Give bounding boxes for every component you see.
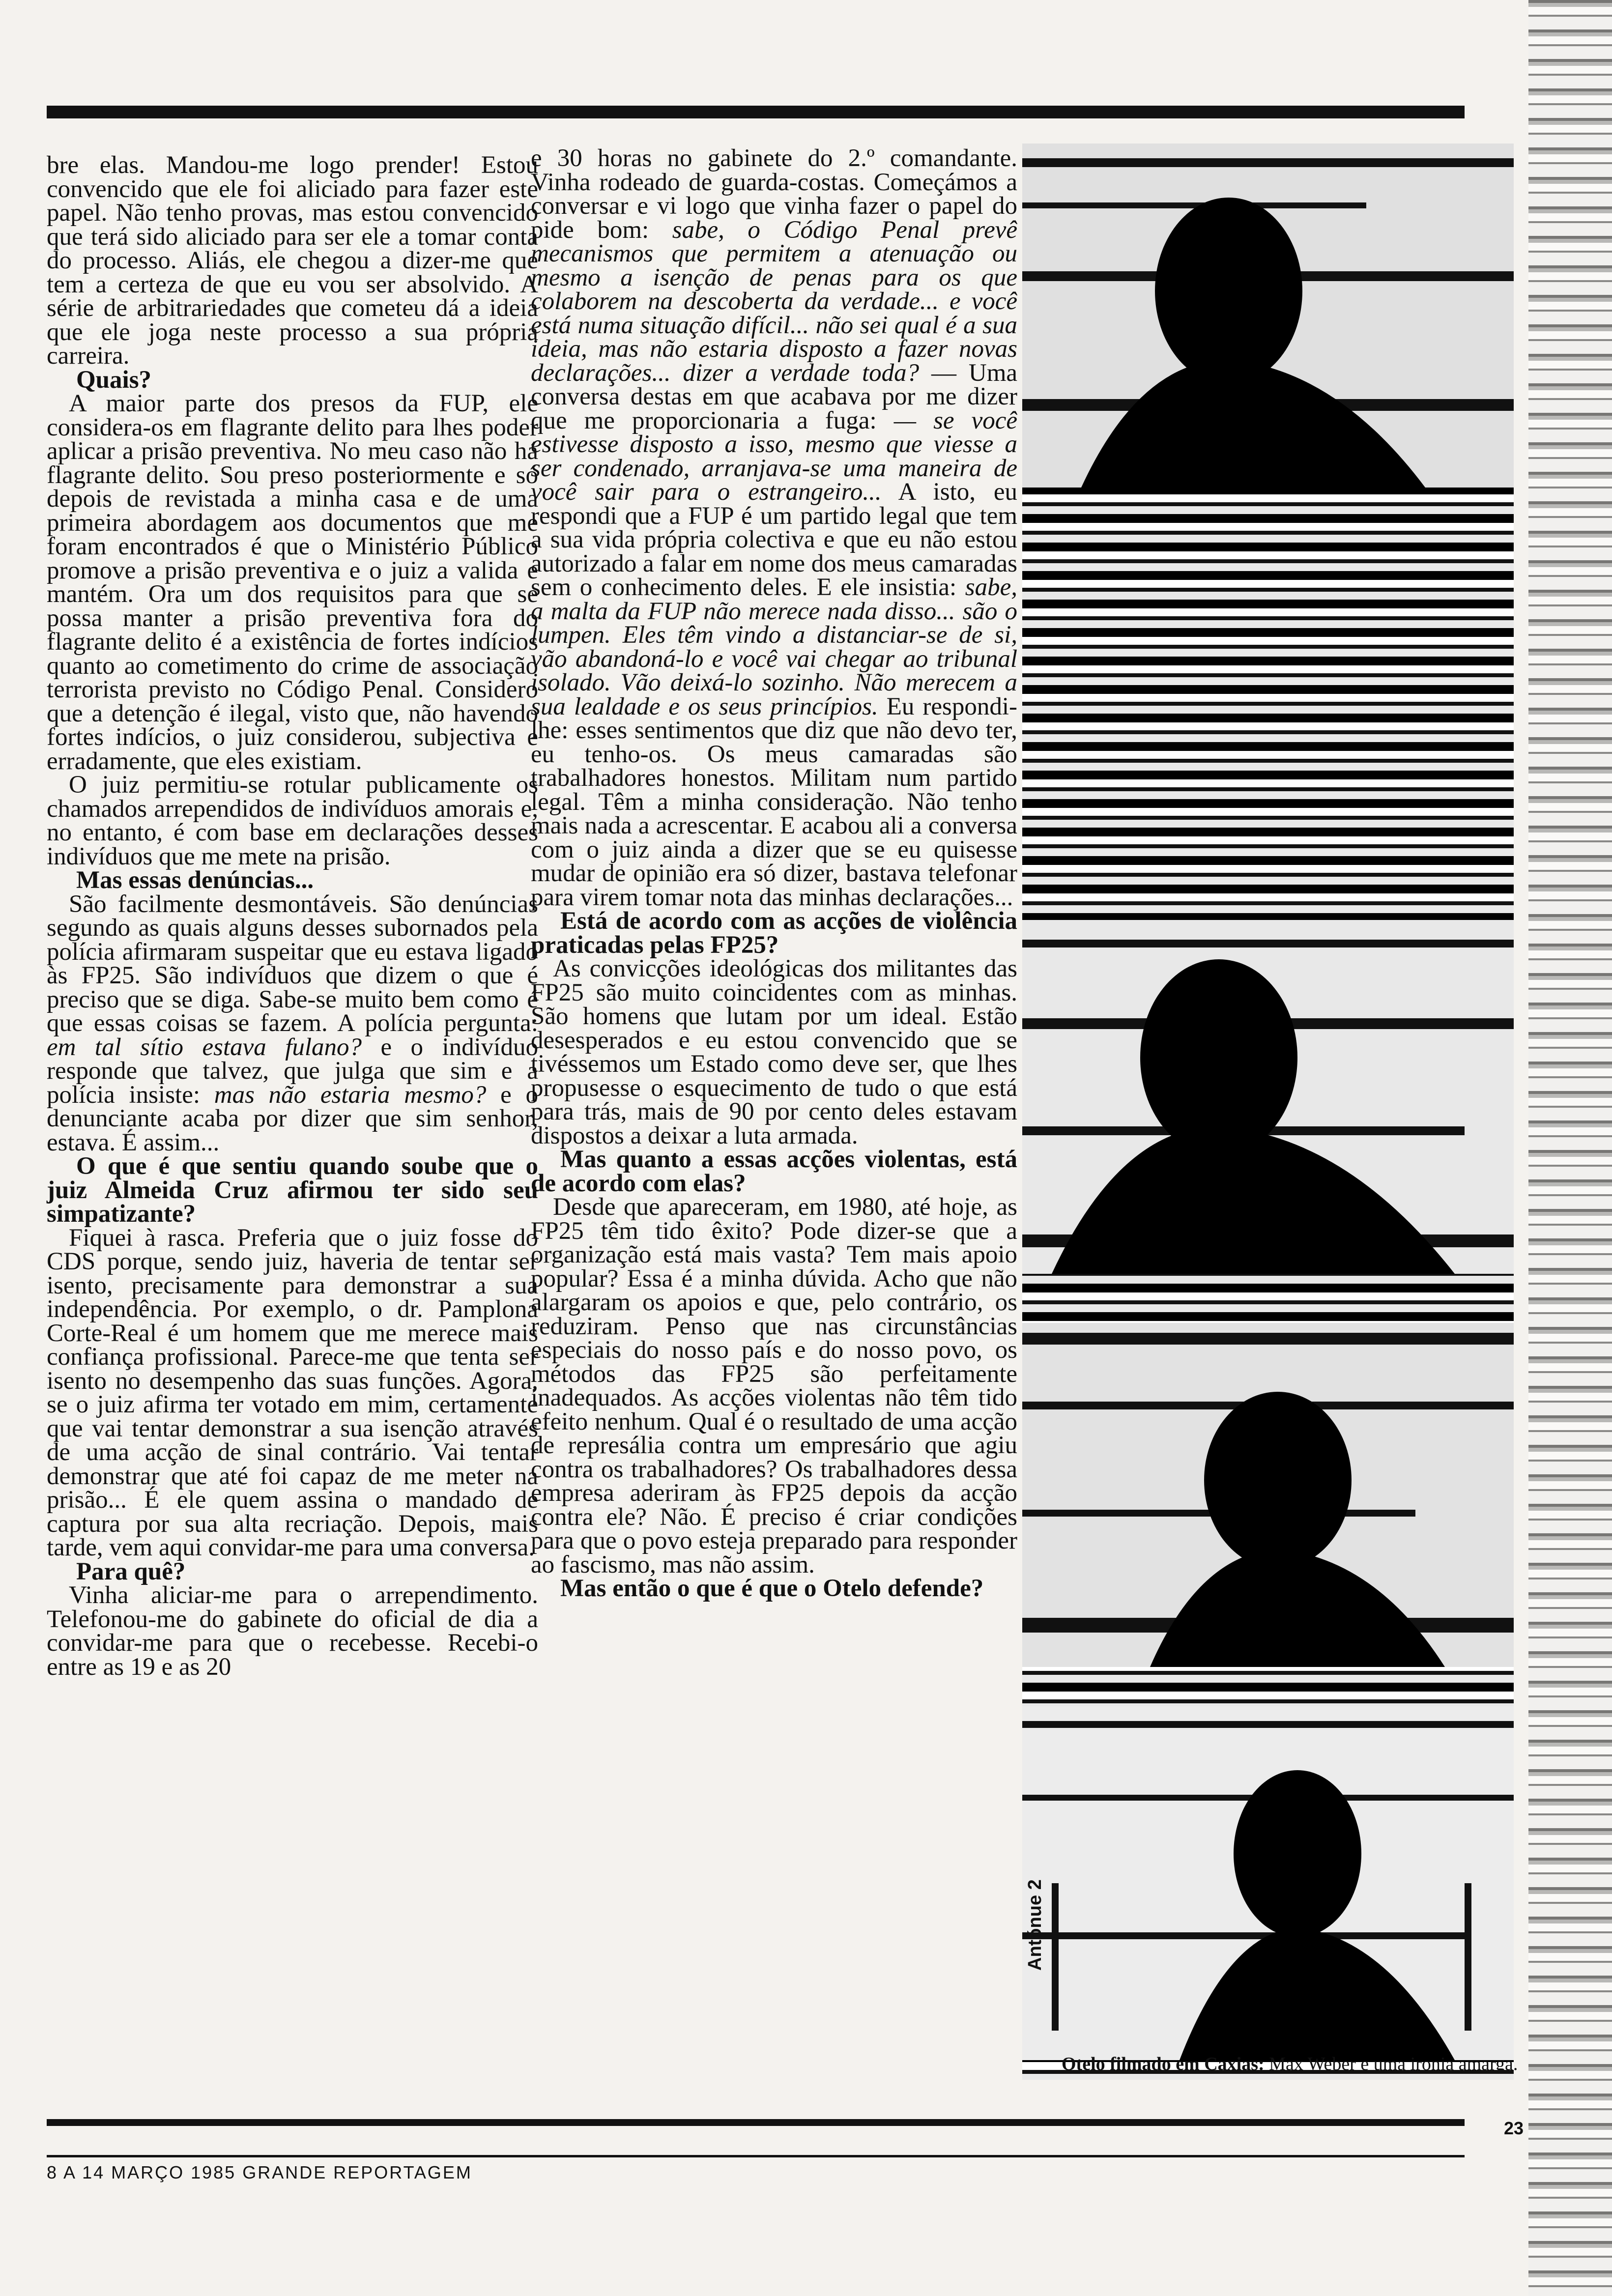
interview-question: Quais? bbox=[76, 366, 152, 394]
paragraph: Desde que apareceram, em 1980, até hoje, as FP25 têm tido êxito? Pode dizer-se que a organização está mais vasta? Tem mais apoio popular? Essa é a minha dúvida. Acho que não alargaram os apoios e que, pelo contrário, os reduziram. Penso que nas circunstâncias especiais do nosso país e do nosso povo, os métodos das FP25 são perfeitamente inadequados. As acções violentas não têm tido efeito nenhum. Qual é o resultado de uma acção de represália contra um empresário que agiu contra os trabalhadores? Os trabalhadores dessa empresa aderiram às FP25 depois da acção contra ele? Não. É preciso é criar condições para que o povo esteja preparado para responder ao fascismo, mas não assim. bbox=[531, 1193, 1017, 1578]
photo-frame bbox=[1022, 1323, 1514, 1667]
paragraph: A maior parte dos presos da FUP, ele considera-os em flagrante delito para lhes poder aplicar a prisão preventiva. No meu caso não há flagrante delito. Sou preso posteriormente e só depois de revistada a minha casa e de uma primeira abordagem aos documentos que me foram encontrados é que o Ministério Público promove a prisão preventiva e o juiz a valida e mantém. Ora um dos requisitos para que se possa manter a prisão preventiva fora do flagrante delito é a existência de fortes indícios quanto ao cometimento do crime de associação terrorista previsto no Código Penal. Considero que a detenção é ilegal, visto que, não havendo fortes indícios, o juiz considerou, subjectiva e erradamente, que eles existiam. bbox=[47, 390, 538, 775]
paragraph: São facilmente desmontáveis. São denúncias segundo as quais alguns desses subornados pela polícia afirmaram suspeitar que eu estava ligado às FP25. São indivíduos que dizem o que é preciso que se diga. Sabe-se muito bem como é que essas coisas se fazem. A polícia pergunta: em tal sítio estava fulano? e o indivíduo responde que talvez, que julga que sim e a polícia insiste: mas não estaria mesmo? e o denunciante acaba por dizer que sim senhor, estava. É assim... bbox=[47, 890, 539, 1156]
photo-caption bbox=[1062, 2053, 1524, 2075]
bottom-rule bbox=[47, 2119, 1465, 2126]
photo-frame bbox=[1022, 1706, 1514, 2060]
photo-frame bbox=[1022, 920, 1514, 1274]
article-column-1 bbox=[47, 153, 538, 1679]
interview-question: Mas essas denúncias... bbox=[76, 866, 314, 894]
caption-text: Max Weber e uma ironia amarga. bbox=[1264, 2054, 1518, 2074]
issue-footer: 8 A 14 MARÇO 1985 GRANDE REPORTAGEM bbox=[47, 2162, 472, 2182]
interview-question: Está de acordo com as acções de violência praticadas pelas FP25? bbox=[531, 907, 1017, 959]
interview-question: Mas então o que é que o Otelo defende? bbox=[560, 1575, 984, 1602]
film-strip-photo bbox=[1022, 144, 1514, 2080]
interview-question: O que é que sentiu quando soube que o juiz Almeida Cruz afirmou ter sido seu simpatizante? bbox=[47, 1152, 538, 1228]
page-number: 23 bbox=[1504, 2118, 1524, 2138]
caption-lead: Otelo filmado em Caxias: bbox=[1062, 2054, 1265, 2074]
silhouette-image bbox=[1022, 144, 1514, 488]
paragraph: bre elas. Mandou-me logo prender! Estou convencido que ele foi aliciado para fazer este papel. Não tenho provas, mas estou convencido que terá sido aliciado para ser ele a tomar conta do processo. Aliás, ele chegou a dizer-me que tem a certeza de que eu vou ser absolvido. A série de arbitrariedades que cometeu dá a ideia que ele joga neste processo a sua própria carreira. bbox=[47, 151, 538, 370]
footer-rule bbox=[47, 2155, 1465, 2157]
photo-credit: Antónue 2 bbox=[1025, 1879, 1045, 1971]
silhouette-image bbox=[1022, 1323, 1514, 1667]
scan-edge-right bbox=[1528, 0, 1612, 2296]
paragraph: Fiquei à rasca. Preferia que o juiz fosse do CDS porque, sendo juiz, haveria de tentar ser isento, precisamente para demonstrar a sua independência. Por exemplo, o dr. Pamplona Corte-Real é um homem que me merece mais confiança profissional. Parece-me que tenta ser isento no desempenho das suas funções. Agora, se o juiz afirma ter votado em mim, certamente que vai tentar demonstrar a sua isenção através de uma acção de sinal contrário. Vai tentar demonstrar que até foi capaz de me meter na prisão... É ele quem assina o mandado de captura por sua alta recriação. Depois, mais tarde, vem aqui convidar-me para uma conversa. bbox=[47, 1224, 538, 1561]
paragraph: As convicções ideológicas dos militantes das FP25 são muito coincidentes com as minhas. São homens que lutam por um ideal. Estão desesperados e eu estou convencido que se tivéssemos um Estado como deve ser, que lhes propusesse o esquecimento de tudo o que está para trás, mais de 90 por cento deles estavam dispostos a deixar a luta armada. bbox=[531, 955, 1017, 1149]
paragraph: Vinha aliciar-me para o arrependimento. Telefonou-me do gabinete do oficial de dia a convidar-me para que o recebesse. Recebi-o entre as 19 e as 20 bbox=[47, 1581, 538, 1681]
photo-frame bbox=[1022, 144, 1514, 488]
paragraph: e 30 horas no gabinete do 2.º comandante. Vinha rodeado de guarda-costas. Começámos a conversar e vi logo que vinha fazer o papel do pide bom: sabe, o Código Penal prevê mecanismos que permitem a atenuação ou mesmo a isenção de penas para os que colaborem na descoberta da verdade... e você está numa situação difícil... não sei qual é a sua ideia, mas não estaria disposto a fazer novas declarações... dizer a verdade toda? — Uma conversa destas em que acabava por me dizer que me proporcionaria a fuga: — se você estivesse disposto a isso, mesmo que viesse a ser condenado, arranjava-se uma maneira de você sair para o estrangeiro... A isto, eu respondi que a FUP é um partido legal que tem a sua vida própria colectiva e que eu não estou autorizado a falar em nome dos meus camaradas sem o conhecimento deles. E ele insistia: sabe, a malta da FUP não merece nada disso... são o lumpen. Eles têm vindo a distanciar-se de si, vão abandoná-lo e você vai chegar ao tribunal isolado. Vão deixá-lo sozinho. Não merecem a sua lealdade e os seus princípios. Eu respondi-lhe: esses sentimentos que diz que não devo ter, eu tenho-os. Os meus camaradas são trabalhadores honestos. Militam num partido legal. Têm a minha consideração. Não tenho mais nada a acrescentar. E acabou ali a conversa com o juiz ainda a dizer que se eu quisesse mudar de opinião era só dizer, bastava telefonar para virem tomar nota das minhas declarações... bbox=[531, 144, 1017, 911]
silhouette-image bbox=[1022, 1706, 1514, 2060]
interview-question: Para quê? bbox=[76, 1557, 186, 1585]
paragraph: O juiz permitiu-se rotular publicamente os chamados arrependidos de indivíduos amorais e, no entanto, é com base em declarações desses indivíduos que me mete na prisão. bbox=[47, 771, 538, 870]
silhouette-image bbox=[1022, 920, 1514, 1274]
interview-question: Mas quanto a essas acções violentas, está de acordo com elas? bbox=[531, 1146, 1017, 1197]
top-rule bbox=[47, 106, 1465, 118]
article-column-2 bbox=[531, 146, 1017, 1601]
